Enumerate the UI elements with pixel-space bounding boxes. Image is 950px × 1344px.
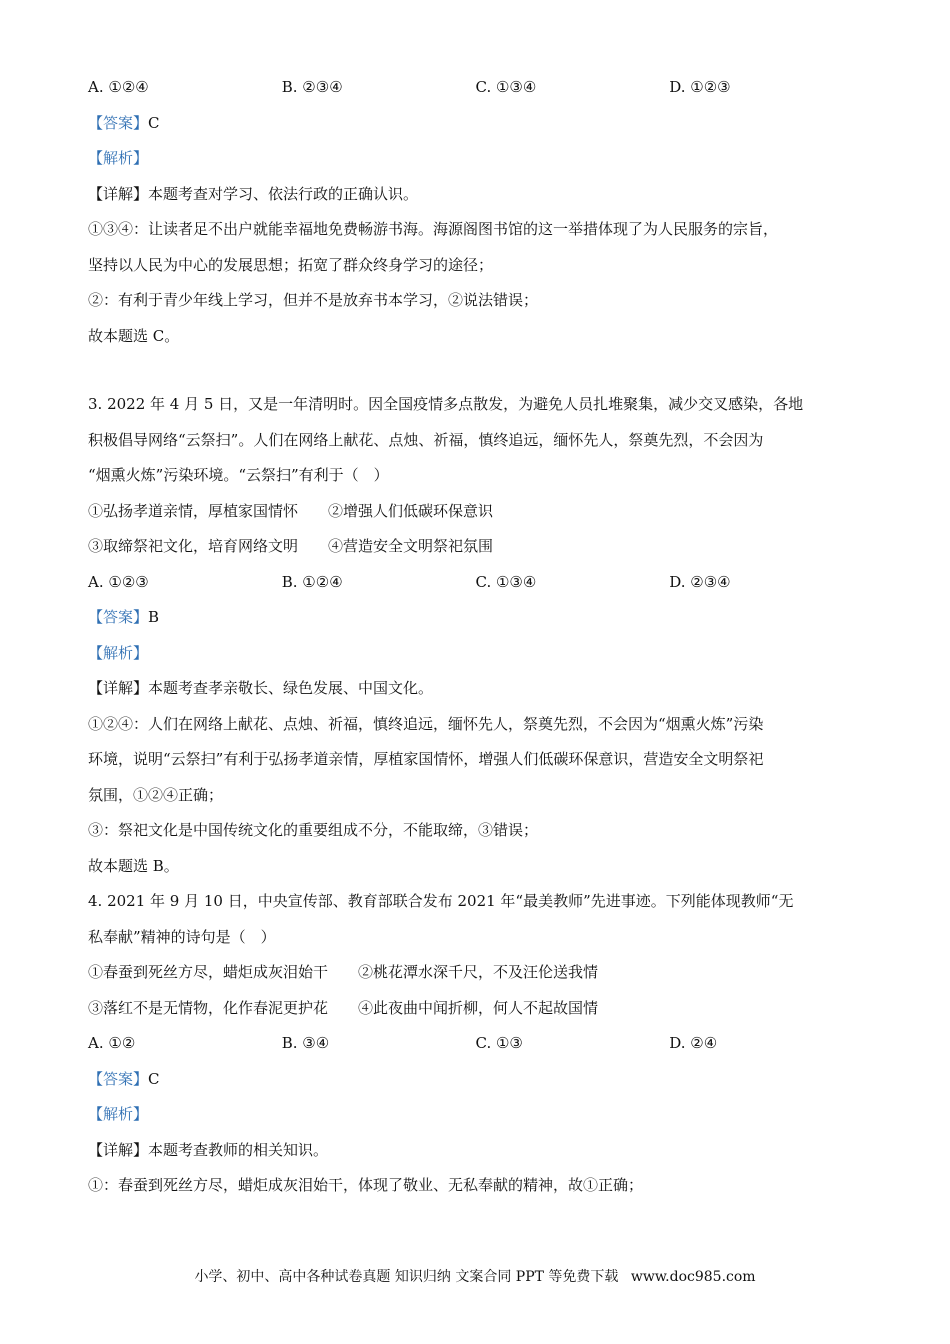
answer-value: C: [148, 1069, 160, 1088]
q3-stem-line: “烟熏火炼”污染环境。“云祭扫”有利于（ ）: [88, 466, 389, 484]
q4-option-b: B. ③④: [281, 1034, 330, 1052]
q3-detail-line: ③：祭祀文化是中国传统文化的重要组成不分，不能取缔，③错误；: [88, 821, 539, 839]
q4-detail-line: ①：春蚕到死丝方尽，蜡炬成灰泪始干，体现了敬业、无私奉献的精神，故①正确；: [88, 1176, 644, 1194]
q3-detail: [88, 671, 863, 707]
q3-option-a: A. ①②③: [88, 572, 149, 591]
answer-tag: 【答案】: [88, 608, 149, 626]
answer-value: B: [148, 608, 160, 626]
page-footer: [0, 1266, 950, 1286]
q2-analysis-tag: 【解析】: [88, 149, 149, 167]
q2-option-d: D. ①②③: [669, 78, 731, 96]
q3-option-c: C. ①③④: [475, 572, 537, 591]
q4-answer: [88, 1062, 863, 1098]
q2-option-c: C. ①③④: [475, 78, 537, 96]
q4-option-a: A. ①②: [88, 1034, 136, 1052]
q4-item-line: ③落红不是无情物，化作春泥更护花 ④此夜曲中闻折柳，何人不起故国情: [88, 998, 599, 1017]
q3-detail-line: 环境，说明“云祭扫”有利于弘扬孝道亲情，厚植家国情怀，增强人们低碳环保意识，营造安全文明祭祀: [88, 750, 764, 768]
detail-text: 本题考查孝亲敬长、绿色发展、中国文化。: [148, 679, 434, 697]
document-body: [88, 70, 863, 1204]
q3-option-d: D. ②③④: [669, 572, 731, 591]
q3-item-line: ③取缔祭祀文化，培育网络文明 ④营造安全文明祭祀氛围: [88, 537, 494, 555]
q4-stem-line: 4. 2021 年 9 月 10 日，中央宣传部、教育部联合发布 2021 年“最美教师”先进事迹。下列能体现教师“无: [88, 892, 794, 910]
q2-option-a: A. ①②④: [88, 78, 149, 96]
q4-option-d: D. ②④: [669, 1034, 718, 1052]
footer-text: 小学、初中、高中各种试卷真题 知识归纳 文案合同 PPT 等免费下载: [194, 1269, 619, 1285]
q4-options: [88, 1026, 863, 1062]
q2-option-b: B. ②③④: [281, 78, 343, 96]
spacer: [88, 354, 863, 387]
q2-detail-line: ①③④：让读者足不出户就能幸福地免费畅游书海。海源阁图书馆的这一举措体现了为人民服务的宗旨，: [88, 220, 779, 238]
q2-detail-line: ②：有利于青少年线上学习，但并不是放弃书本学习，②说法错误；: [88, 291, 539, 309]
q4-stem-line: 私奉献”精神的诗句是（ ）: [88, 927, 276, 946]
detail-tag: 【详解】: [88, 1140, 149, 1159]
footer-link[interactable]: www.doc985.com: [630, 1269, 756, 1285]
q2-detail-line: 坚持以人民为中心的发展思想；拓宽了群众终身学习的途径；: [88, 255, 494, 274]
detail-tag: 【详解】: [88, 679, 149, 697]
detail-tag: 【详解】: [88, 184, 149, 203]
q3-detail-line: 故本题选 B。: [88, 856, 179, 875]
q3-detail-line: ①②④：人们在网络上献花、点烛、祈福，慎终追远，缅怀先人，祭奠先烈，不会因为“烟熏火炼”污染: [88, 714, 764, 733]
q3-analysis-tag: 【解析】: [88, 643, 149, 662]
answer-value: C: [148, 113, 160, 132]
q3-detail-line: 氛围，①②④正确；: [88, 785, 224, 804]
q4-detail: [88, 1133, 863, 1169]
q4-item-line: ①春蚕到死丝方尽，蜡炬成灰泪始干 ②桃花潭水深千尺，不及汪伦送我情: [88, 963, 599, 981]
q3-options: [88, 565, 863, 601]
answer-tag: 【答案】: [88, 1069, 149, 1088]
q2-detail-line: 故本题选 C。: [88, 326, 180, 345]
q4-option-c: C. ①③: [475, 1034, 523, 1052]
detail-text: 本题考查对学习、依法行政的正确认识。: [148, 184, 419, 203]
q3-stem-line: 3. 2022 年 4 月 5 日，又是一年清明时。因全国疫情多点散发，为避免人员扎堆聚集，减少交叉感染，各地: [88, 395, 804, 413]
detail-text: 本题考查教师的相关知识。: [148, 1140, 329, 1159]
q3-answer: [88, 600, 863, 636]
q2-options: [88, 70, 863, 106]
q3-option-b: B. ①②④: [281, 572, 343, 591]
q2-answer: [88, 106, 863, 142]
answer-tag: 【答案】: [88, 113, 149, 132]
q4-analysis-tag: 【解析】: [88, 1105, 149, 1123]
q2-detail: [88, 177, 863, 213]
q3-stem-line: 积极倡导网络“云祭扫”。人们在网络上献花、点烛、祈福，慎终追远，缅怀先人，祭奠先烈，不会因为: [88, 430, 764, 449]
q3-item-line: ①弘扬孝道亲情，厚植家国情怀 ②增强人们低碳环保意识: [88, 501, 494, 520]
